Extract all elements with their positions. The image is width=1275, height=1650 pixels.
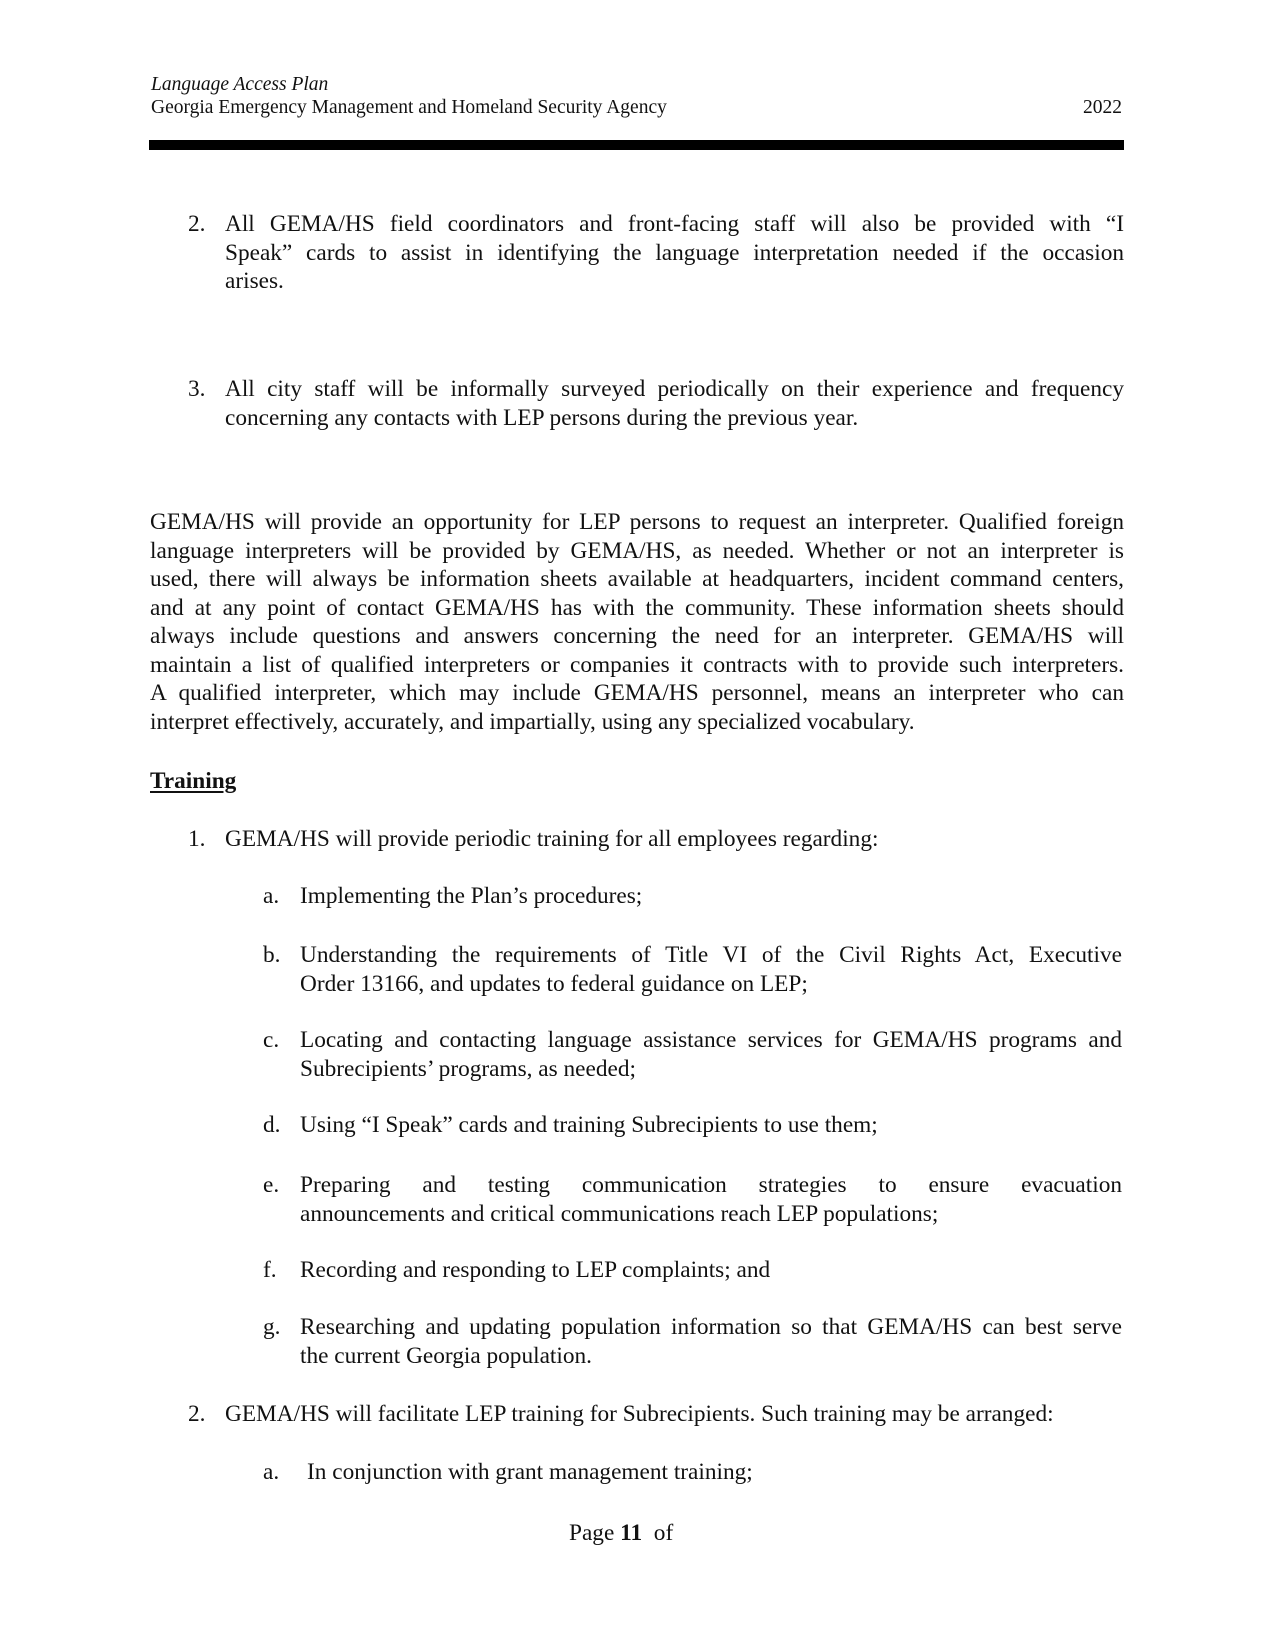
text-line: the current Georgia population. bbox=[300, 1342, 592, 1369]
body-paragraph bbox=[150, 508, 1124, 736]
sublist-item-text bbox=[300, 941, 1122, 998]
text-line: language interpreters will be provided by GEMA/HS, as needed. Whether or not an interpreter is bbox=[150, 537, 1124, 564]
list-item-text: GEMA/HS will provide periodic training for all employees regarding: bbox=[225, 826, 879, 852]
text-line: used, there will always be information sheets available at headquarters, incident command centers, bbox=[150, 566, 1124, 592]
text-line: interpret effectively, accurately, and impartially, using any specialized vocabulary. bbox=[150, 708, 915, 735]
list-item-text bbox=[225, 210, 1124, 296]
text-line: Subrecipients’ programs, as needed; bbox=[300, 1055, 636, 1082]
text-line: Recording and responding to LEP complaints; and bbox=[300, 1257, 771, 1283]
page-of-label: of bbox=[653, 1520, 674, 1546]
sublist-letter: f. bbox=[263, 1257, 277, 1283]
text-line: always include questions and answers concerning the need for an interpreter. GEMA/HS will bbox=[150, 623, 1124, 649]
text-line: Using “I Speak” cards and training Subrecipients to use them; bbox=[300, 1112, 878, 1138]
sublist-item-text bbox=[300, 1111, 1122, 1140]
text-line: announcements and critical communications reach LEP populations; bbox=[300, 1200, 939, 1227]
sublist-letter: e. bbox=[263, 1172, 280, 1198]
sublist-letter: d. bbox=[263, 1112, 281, 1138]
sublist-item-text bbox=[300, 1171, 1122, 1228]
text-line: Researching and updating population information so that GEMA/HS can best serve bbox=[300, 1314, 1122, 1340]
text-line: A qualified interpreter, which may include GEMA/HS personnel, means an interpreter who can bbox=[150, 680, 1124, 706]
text-line: GEMA/HS will provide an opportunity for LEP persons to request an interpreter. Qualified foreign bbox=[150, 509, 1124, 535]
running-header-title: Language Access Plan bbox=[151, 74, 329, 95]
text-line: All GEMA/HS field coordinators and front-facing staff will also be provided with “I bbox=[225, 211, 1124, 237]
sublist-item-text bbox=[300, 1256, 1122, 1285]
text-line: Implementing the Plan’s procedures; bbox=[300, 883, 643, 909]
header-rule bbox=[149, 140, 1124, 150]
text-line: Order 13166, and updates to federal guidance on LEP; bbox=[300, 970, 808, 997]
text-line: Preparing and testing communication strategies to ensure evacuation bbox=[300, 1172, 1122, 1198]
sublist-item-text bbox=[300, 882, 1122, 911]
sublist-item-text bbox=[300, 1313, 1122, 1370]
list-item-text bbox=[225, 375, 1124, 432]
text-line: and at any point of contact GEMA/HS has with the community. These information sheets should bbox=[150, 594, 1124, 621]
text-line: maintain a list of qualified interpreters or companies it contracts with to provide such interpreters. bbox=[150, 651, 1124, 678]
text-line: All city staff will be informally surveyed periodically on their experience and frequency bbox=[225, 376, 1124, 402]
text-line: Speak” cards to assist in identifying the language interpretation needed if the occasion bbox=[225, 239, 1124, 266]
list-number: 2. bbox=[188, 1401, 206, 1427]
running-header-year: 2022 bbox=[1083, 97, 1122, 118]
list-number: 2. bbox=[188, 211, 206, 237]
list-item-text: GEMA/HS will facilitate LEP training for Subrecipients. Such training may be arranged: bbox=[225, 1401, 1054, 1427]
text-line: Understanding the requirements of Title VI of the Civil Rights Act, Executive bbox=[300, 942, 1122, 968]
section-heading-training: Training bbox=[150, 768, 237, 794]
page-number: 11 bbox=[620, 1520, 643, 1546]
text-line: concerning any contacts with LEP persons during the previous year. bbox=[225, 404, 859, 431]
list-number: 3. bbox=[188, 376, 206, 402]
sublist-item-text bbox=[300, 1026, 1122, 1083]
page-footer bbox=[569, 1520, 673, 1547]
page-label: Page bbox=[569, 1520, 615, 1546]
text-line: arises. bbox=[225, 268, 284, 294]
sublist-letter: b. bbox=[263, 942, 281, 968]
sublist-letter: c. bbox=[263, 1027, 280, 1053]
running-header-agency: Georgia Emergency Management and Homeland Security Agency bbox=[151, 97, 667, 118]
sublist-letter: a. bbox=[263, 883, 280, 909]
text-line: Locating and contacting language assistance services for GEMA/HS programs and bbox=[300, 1027, 1122, 1053]
sublist-letter: g. bbox=[263, 1314, 281, 1340]
sublist-letter: a. bbox=[263, 1459, 280, 1485]
sublist-item-text: In conjunction with grant management training; bbox=[307, 1459, 753, 1485]
list-number: 1. bbox=[188, 826, 206, 852]
